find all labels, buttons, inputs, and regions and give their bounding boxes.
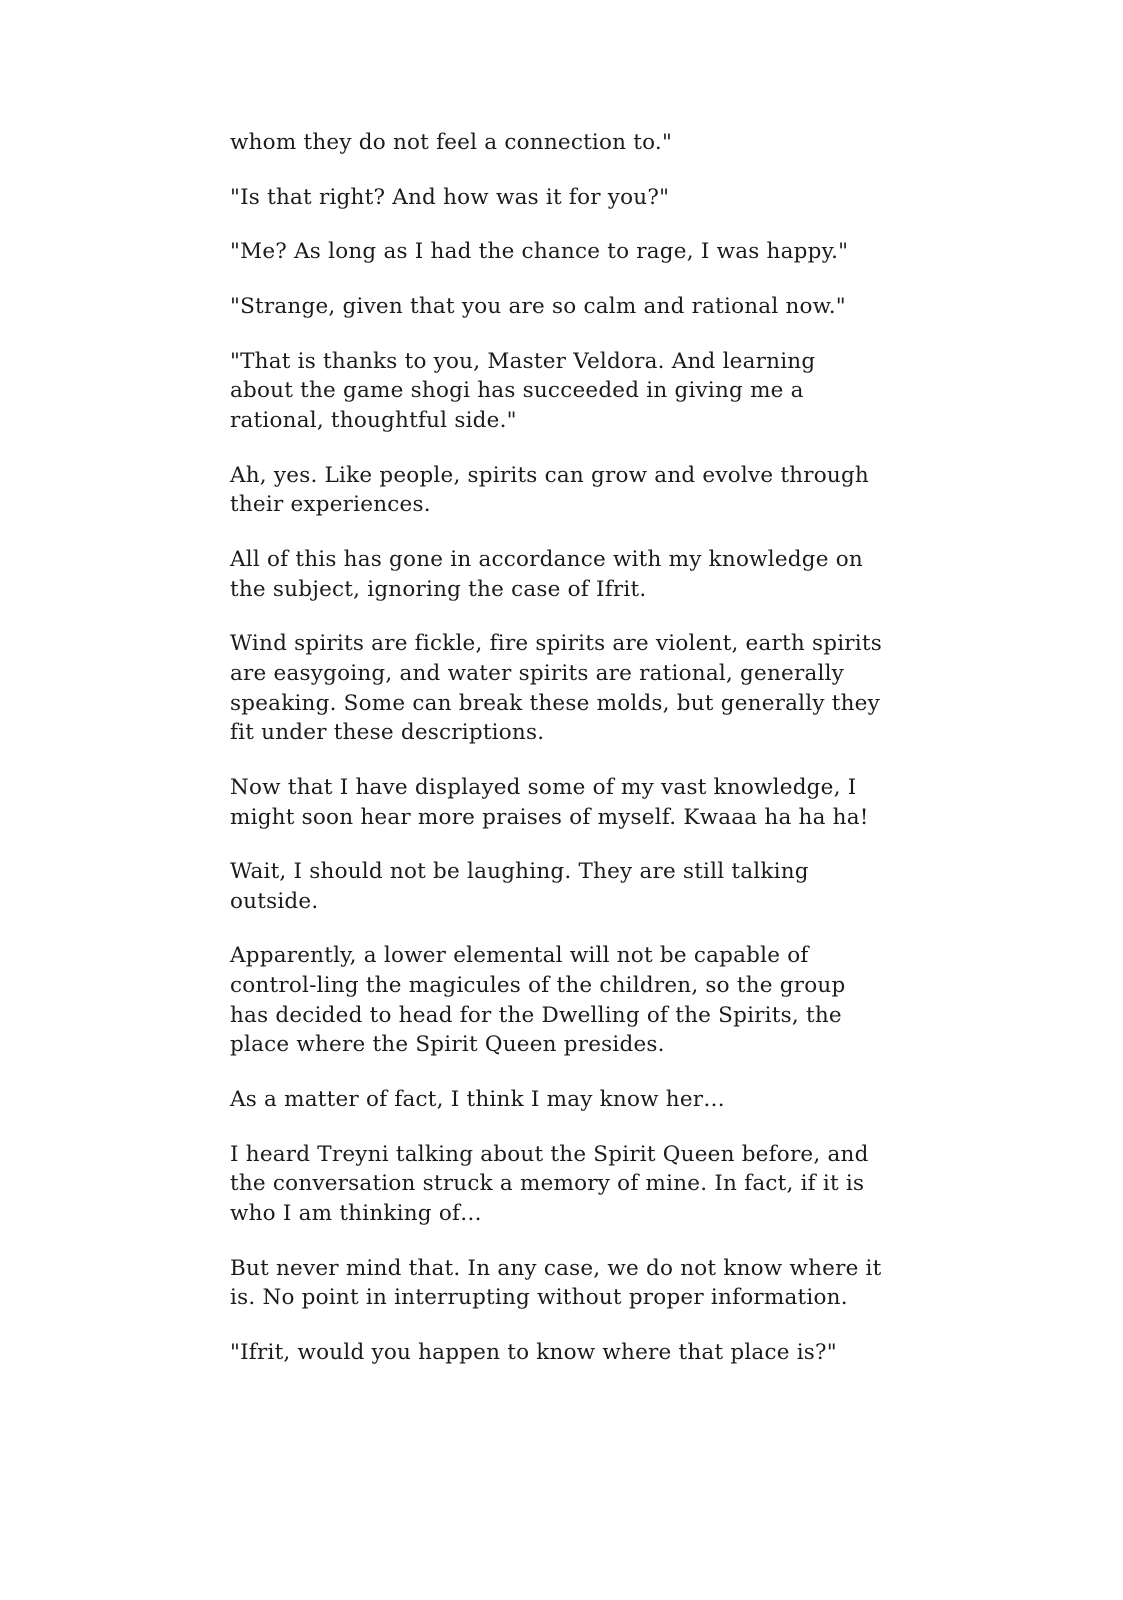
paragraph: Ah, yes. Like people, spirits can grow and evolve through their experiences.	[230, 462, 869, 518]
body-text-column	[230, 128, 885, 1368]
paragraph: whom they do not feel a connection to."	[230, 130, 673, 155]
paragraph: Now that I have displayed some of my vast knowledge, I might soon hear more praises of myself. Kwaaa ha ha ha!	[230, 774, 869, 830]
paragraph: "Me? As long as I had the chance to rage, I was happy."	[230, 239, 849, 265]
paragraph: "Ifrit, would you happen to know where that place is?"	[230, 1340, 837, 1366]
paragraph: "That is thanks to you, Master Veldora. And learning about the game shogi has succeeded in giving me a rational, thoughtful side."	[230, 348, 816, 433]
paragraph: Wind spirits are fickle, fire spirits are violent, earth spirits are easygoing, and water spirits are rational, generally speaking. Some can break these molds, but generally they fit under these descriptions.	[230, 631, 882, 746]
paragraph: Wait, I should not be laughing. They are still talking outside.	[230, 859, 809, 914]
paragraph: I heard Treyni talking about the Spirit Queen before, and the conversation struck a memory of mine. In fact, if it is who I am thinking of…	[230, 1141, 869, 1227]
paragraph: Apparently, a lower elemental will not be capable of control-ling the magicules of the children, so the group has decided to head for the Dwelling of the Spirits, the place where the Spirit Queen presides.	[230, 943, 846, 1058]
paragraph: As a matter of fact, I think I may know her…	[230, 1087, 726, 1113]
paragraph: "Strange, given that you are so calm and rational now."	[230, 293, 846, 319]
paragraph: All of this has gone in accordance with my knowledge on the subject, ignoring the case of Ifrit.	[230, 546, 863, 602]
paragraph: But never mind that. In any case, we do not know where it is. No point in interrupting without proper information.	[230, 1255, 882, 1311]
paragraph: "Is that right? And how was it for you?"	[230, 184, 670, 210]
